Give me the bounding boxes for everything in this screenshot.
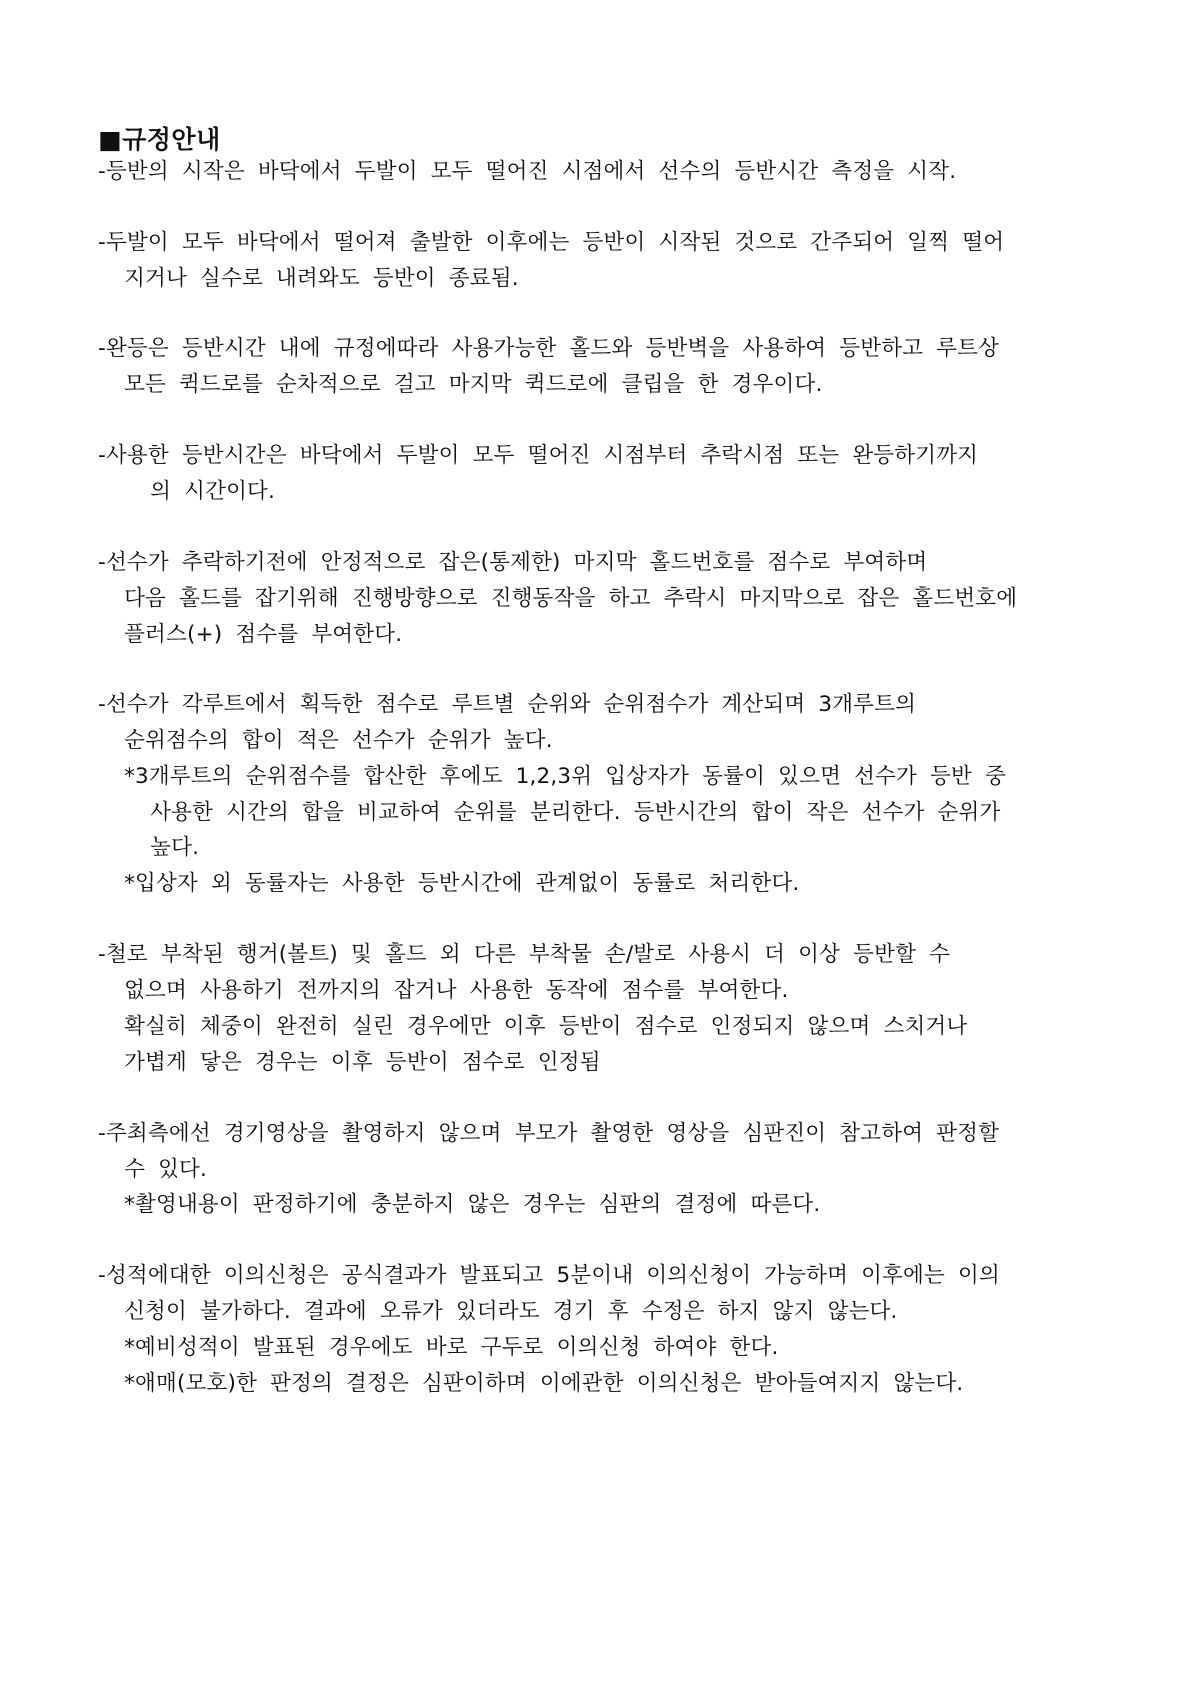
rule-line: *입상자 외 동률자는 사용한 등반시간에 관계없이 동률로 처리한다.	[98, 871, 800, 896]
rule-line: 확실히 체중이 완전히 실린 경우에만 이후 등반이 점수로 인정되지 않으며 스치거나	[98, 1014, 968, 1039]
rule-line: 수 있다.	[98, 1157, 208, 1182]
rule-line: -두발이 모두 바닥에서 떨어져 출발한 이후에는 등반이 시작된 것으로 간주되어 일찍 떨어	[98, 230, 1005, 255]
rule-line: -철로 부착된 행거(볼트) 및 홀드 외 다른 부착물 손/발로 사용시 더 이상 등반할 수	[98, 942, 951, 967]
rule-line: *애매(모호)한 판정의 결정은 심판이하며 이에관한 이의신청은 받아들여지지 않는다.	[98, 1371, 964, 1396]
rule-line: 다음 홀드를 잡기위해 진행방향으로 진행동작을 하고 추락시 마지막으로 잡은 홀드번호에	[98, 586, 1018, 611]
rule-line: 가볍게 닿은 경우는 이후 등반이 점수로 인정됨	[98, 1050, 601, 1075]
rule-line: 높다.	[98, 835, 200, 860]
rule-line: 의 시간이다.	[98, 479, 276, 504]
rule-line: -사용한 등반시간은 바닥에서 두발이 모두 떨어진 시점부터 추락시점 또는 완등하기까지	[98, 443, 979, 468]
rule-line: *예비성적이 발표된 경우에도 바로 구두로 이의신청 하여야 한다.	[98, 1335, 779, 1360]
rule-line: -등반의 시작은 바닥에서 두발이 모두 떨어진 시점에서 선수의 등반시간 측정을 시작.	[98, 159, 957, 184]
rule-line: -완등은 등반시간 내에 규정에따라 사용가능한 홀드와 등반벽을 사용하여 등반하고 루트상	[98, 336, 1000, 361]
rule-line: 플러스(+) 점수를 부여한다.	[98, 622, 403, 647]
rule-line: -선수가 추락하기전에 안정적으로 잡은(통제한) 마지막 홀드번호를 점수로 부여하며	[98, 550, 928, 575]
rule-line: -성적에대한 이의신청은 공식결과가 발표되고 5분이내 이의신청이 가능하며 이후에는 이의	[98, 1263, 1000, 1288]
rule-line: 신청이 불가하다. 결과에 오류가 있더라도 경기 후 수정은 하지 않지 않는다.	[98, 1299, 898, 1324]
rule-line: 지거나 실수로 내려와도 등반이 종료됨.	[98, 266, 519, 291]
rule-line: 순위점수의 합이 적은 선수가 순위가 높다.	[98, 728, 553, 753]
rule-line: 없으며 사용하기 전까지의 잡거나 사용한 동작에 점수를 부여한다.	[98, 978, 789, 1003]
page-title: ■규정안내	[98, 125, 221, 154]
rule-line: *촬영내용이 판정하기에 충분하지 않은 경우는 심판의 결정에 따른다.	[98, 1192, 821, 1217]
rule-line: 모든 퀵드로를 순차적으로 걸고 마지막 퀵드로에 클립을 한 경우이다.	[98, 372, 823, 397]
rule-line: -선수가 각루트에서 획득한 점수로 루트별 순위와 순위점수가 계산되며 3개루트의	[98, 692, 917, 717]
rule-line: 사용한 시간의 합을 비교하여 순위를 분리한다. 등반시간의 합이 작은 선수가 순위가	[98, 800, 1001, 825]
rule-line: -주최측에선 경기영상을 촬영하지 않으며 부모가 촬영한 영상을 심판진이 참고하여 판정할	[98, 1121, 1000, 1146]
rule-line: *3개루트의 순위점수를 합산한 후에도 1,2,3위 입상자가 동률이 있으면 선수가 등반 중	[98, 764, 1006, 789]
